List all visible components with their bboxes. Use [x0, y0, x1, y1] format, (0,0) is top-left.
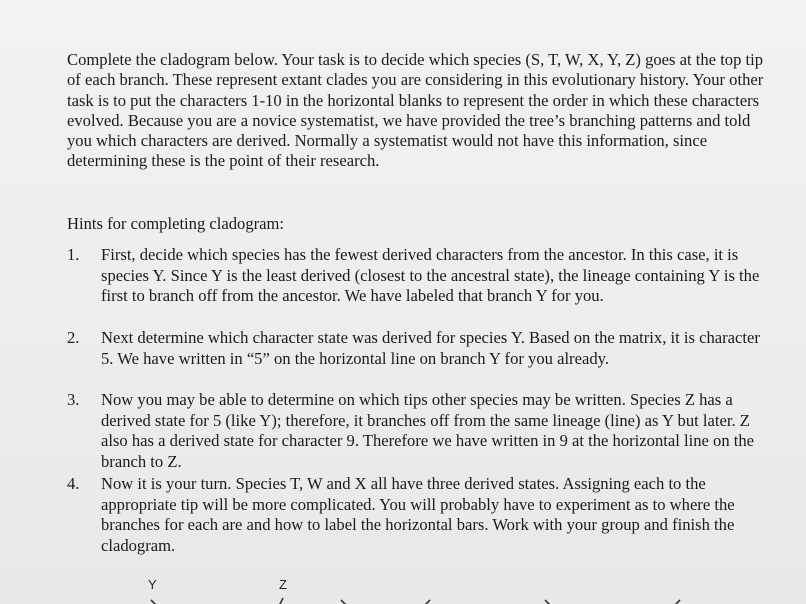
instructions-paragraph: Complete the cladogram below. Your task is to decide which species (S, T, W, X, Y, Z) goes at the top tip of each branch. These represent extant clades you are considering in this evolutionary history. Your other task is to put the characters 1-10 in the horizontal blanks to represent the order in which these characters evolved. Because you are a novice systematist, we have provided the tree’s branching patterns and told you which characters are derived. Normally a systematist would not have this information, since determining these is the point of their research.	[67, 50, 764, 171]
hint-text: Next determine which character state was derived for species Y. Based on the matrix, it is character 5. We have written in “5” on the horizontal line on branch Y for you already.	[101, 328, 760, 368]
hint-number: 3.	[67, 390, 80, 409]
branch-y	[151, 600, 157, 604]
branch-z	[279, 598, 283, 604]
hints-heading: Hints for completing cladogram:	[67, 214, 285, 233]
cladogram-top	[0, 570, 806, 604]
tip-label-z: Z	[279, 577, 287, 592]
hint-number: 2.	[67, 328, 80, 347]
hint-text: First, decide which species has the fewest derived characters from the ancestor. In this case, it is species Y. Since Y is the least derived (closest to the ancestral state), the lineage containing Y is the first to branch off from the ancestor. We have labeled that branch Y for you.	[101, 245, 760, 306]
branch-6	[674, 600, 680, 604]
hint-text: Now it is your turn. Species T, W and X all have three derived states. Assigning each to the appropriate tip will be more complicated. You will probably have to experiment as to where the branches for each are and how to label the horizontal bars. Work with your group and finish the cladogram.	[101, 474, 735, 555]
hint-text: Now you may be able to determine on which tips other species may be written. Species Z has a derived state for 5 (like Y); therefore, it branches off from the same lineage (line) as Y but later. Z also has a derived state for character 9. Therefore we have written in 9 at the horizontal line on the branch to Z.	[101, 390, 755, 471]
branch-5	[545, 600, 551, 604]
tip-label-y: Y	[148, 577, 157, 592]
cladogram-branches	[0, 570, 806, 604]
hint-number: 1.	[67, 245, 80, 264]
branch-4	[424, 600, 430, 604]
branch-3	[341, 600, 347, 604]
hint-number: 4.	[67, 474, 80, 493]
